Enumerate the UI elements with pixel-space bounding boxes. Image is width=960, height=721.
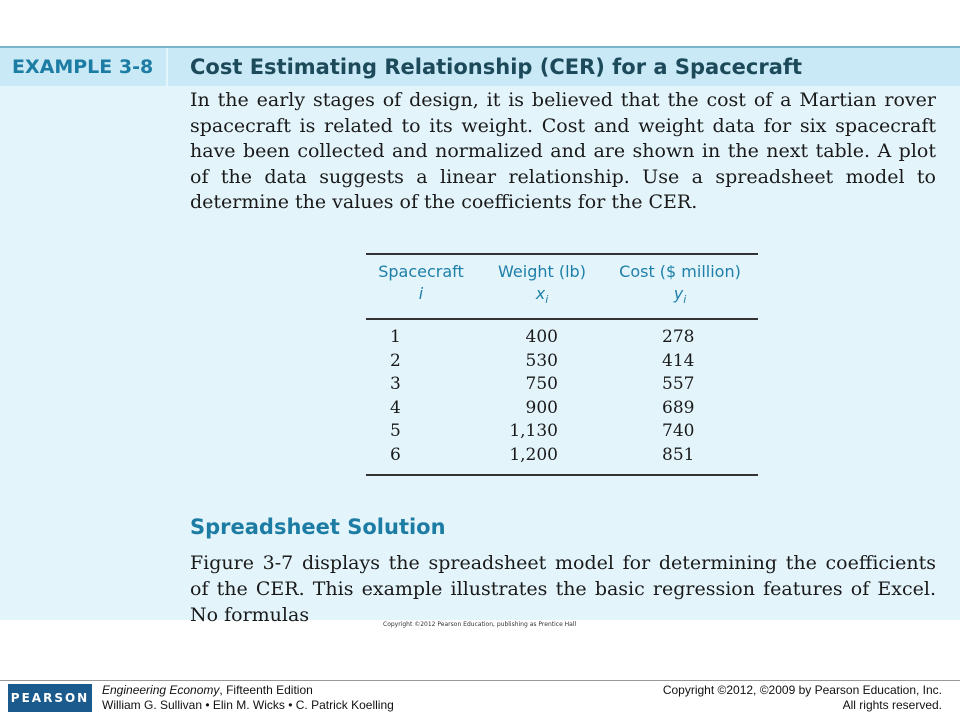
cell-i: 4 [390,397,401,418]
intro-paragraph: In the early stages of design, it is believed that the cost of a Martian rover spacecraft is related to its weight. Cost and weight data for six spacecraft have been collected and normalized and are shown in the next table. A plot of the data suggests a linear relationship. Use a spreadsheet model to determine the values of the coefficients for the CER. [190,89,936,213]
cell-y: 740 [662,421,695,441]
cell-y: 689 [662,397,695,418]
cell-x: 900 [525,397,558,418]
cell-x: 1,200 [509,444,558,465]
example-title: Cost Estimating Relationship (CER) for a Spacecraft [168,48,960,86]
footer-book-info [102,683,394,713]
cell-i: 1 [390,327,401,347]
pearson-logo: PEARSON [8,684,92,712]
copyright-line: Copyright ©2012, ©2009 by Pearson Education, Inc. [662,683,942,697]
table-top-rule [366,253,758,255]
book-authors: William G. Sullivan • Elin M. Wicks • C. Patrick Koelling [102,698,394,712]
cell-x: 750 [525,374,558,394]
cell-i: 2 [390,350,401,371]
column-cost [662,326,722,467]
section-heading: Spreadsheet Solution [190,515,446,539]
cell-y: 557 [662,374,695,394]
table-header-rule [366,318,758,320]
column-spacecraft [390,326,420,467]
cell-x: 1,130 [509,421,558,441]
header-cost: Cost ($ million) $y_i$ [619,262,741,307]
book-edition: , Fifteenth Edition [219,683,313,697]
solution-paragraph: Figure 3-7 displays the spreadsheet model for determining the coefficients of the CER. This example illustrates the basic regression features of Excel. No formulas [190,552,936,626]
column-weight [486,326,558,467]
cell-x: 530 [525,350,558,371]
cell-x: 400 [525,327,558,347]
book-title: Engineering Economy [102,683,220,697]
image-copyright: Copyright ©2012 Pearson Education, publishing as Prentice Hall [383,621,577,628]
cell-y: 414 [662,350,695,371]
footer-copyright [663,683,942,713]
cell-i: 3 [390,374,401,394]
cell-i: 6 [390,444,401,465]
example-tag: EXAMPLE 3-8 [0,48,166,86]
cell-y: 851 [662,444,695,465]
cell-y: 278 [662,327,695,347]
rights-line: All rights reserved. [842,698,942,712]
cell-i: 5 [390,421,401,441]
header-weight: Weight (lb) $x_i$ [498,262,586,307]
table-bottom-rule [366,474,758,476]
header-spacecraft: Spacecraft i [378,262,464,303]
